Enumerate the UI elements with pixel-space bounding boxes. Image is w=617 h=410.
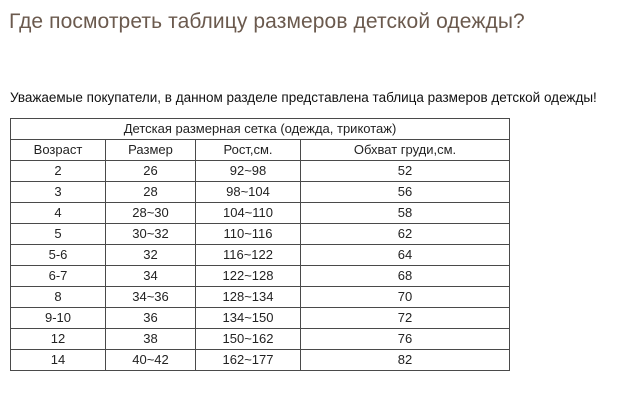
table-row: [11, 350, 510, 371]
table-row: [11, 224, 510, 245]
cell-chest: 58: [301, 203, 510, 224]
page-title: Где посмотреть таблицу размеров детской одежды?: [9, 10, 525, 33]
cell-size: 28~30: [106, 203, 196, 224]
cell-size: 34: [106, 266, 196, 287]
cell-age: 8: [11, 287, 106, 308]
cell-height: 128~134: [196, 287, 301, 308]
header-age: Возраст: [11, 140, 106, 161]
cell-size: 30~32: [106, 224, 196, 245]
cell-height: 134~150: [196, 308, 301, 329]
cell-chest: 76: [301, 329, 510, 350]
cell-size: 28: [106, 182, 196, 203]
cell-chest: 72: [301, 308, 510, 329]
cell-age: 5-6: [11, 245, 106, 266]
cell-age: 2: [11, 161, 106, 182]
table-header-row: [11, 140, 510, 161]
size-table: [10, 118, 510, 371]
intro-text: Уважаемые покупатели, в данном разделе представлена таблица размеров детской одежды!: [10, 90, 597, 105]
cell-age: 3: [11, 182, 106, 203]
cell-chest: 64: [301, 245, 510, 266]
header-chest: Обхват груди,см.: [301, 140, 510, 161]
cell-size: 38: [106, 329, 196, 350]
cell-age: 4: [11, 203, 106, 224]
cell-chest: 70: [301, 287, 510, 308]
cell-age: 9-10: [11, 308, 106, 329]
cell-height: 162~177: [196, 350, 301, 371]
cell-height: 122~128: [196, 266, 301, 287]
cell-size: 40~42: [106, 350, 196, 371]
cell-height: 98~104: [196, 182, 301, 203]
cell-size: 36: [106, 308, 196, 329]
cell-size: 34~36: [106, 287, 196, 308]
table-row: [11, 308, 510, 329]
cell-chest: 62: [301, 224, 510, 245]
table-row: [11, 287, 510, 308]
cell-size: 26: [106, 161, 196, 182]
cell-chest: 52: [301, 161, 510, 182]
cell-age: 5: [11, 224, 106, 245]
table-caption-row: [11, 119, 510, 140]
cell-height: 116~122: [196, 245, 301, 266]
table-row: [11, 182, 510, 203]
table-caption: Детская размерная сетка (одежда, трикотаж): [11, 119, 510, 140]
table-row: [11, 203, 510, 224]
table-row: [11, 245, 510, 266]
header-height: Рост,см.: [196, 140, 301, 161]
table-row: [11, 161, 510, 182]
table-row: [11, 266, 510, 287]
cell-height: 110~116: [196, 224, 301, 245]
cell-height: 104~110: [196, 203, 301, 224]
table-row: [11, 329, 510, 350]
cell-age: 12: [11, 329, 106, 350]
cell-chest: 68: [301, 266, 510, 287]
cell-chest: 82: [301, 350, 510, 371]
cell-age: 6-7: [11, 266, 106, 287]
cell-size: 32: [106, 245, 196, 266]
cell-age: 14: [11, 350, 106, 371]
cell-chest: 56: [301, 182, 510, 203]
cell-height: 92~98: [196, 161, 301, 182]
header-size: Размер: [106, 140, 196, 161]
cell-height: 150~162: [196, 329, 301, 350]
